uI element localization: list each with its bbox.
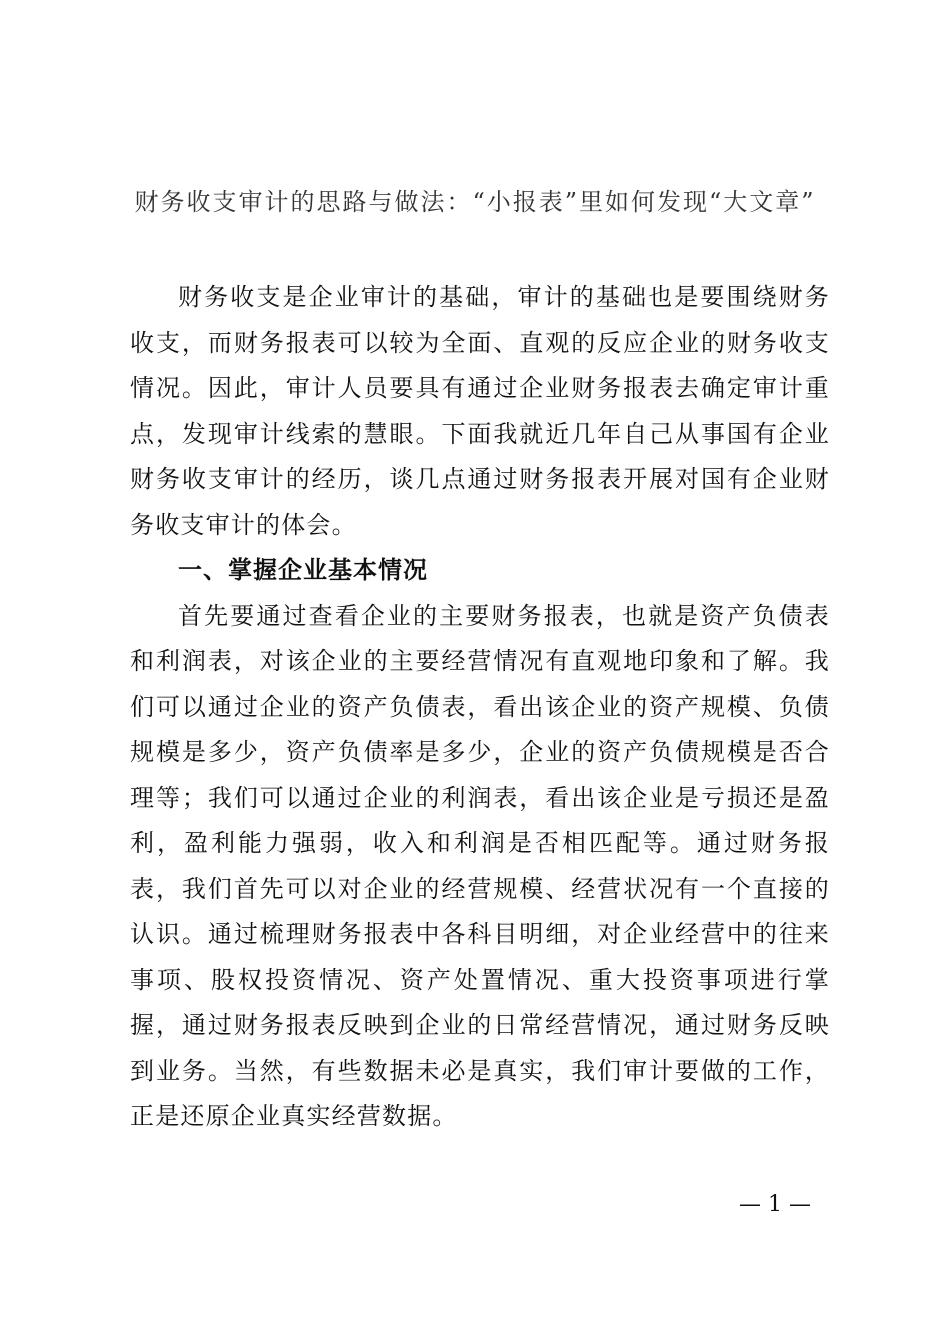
page-number: — 1 — (739, 1192, 811, 1217)
document-title: 财务收支审计的思路与做法：“小报表”里如何发现“大文章” (134, 188, 816, 216)
section-heading: 一、掌握企业基本情况 (178, 556, 428, 584)
section-paragraph: 首先要通过查看企业的主要财务报表，也就是资产负债表和利润表，对该企业的主要经营情况有直观地印象和了解。我们可以通过企业的资产负债表，看出该企业的资产规模、负债规模是多少，资产负债率是多少，企业的资产负债规模是否合理等；我们可以通过企业的利润表，看出该企业是亏损还是盈利，盈利能力强弱，收入和利润是否相匹配等。通过财务报表，我们首先可以对企业的经营规模、经营状况有一个直接的认识。通过梳理财务报表中各科目明细，对企业经营中的往来事项、股权投资情况、资产处置情况、重大投资事项进行掌握，通过财务报表反映到企业的日常经营情况，通过财务反映到业务。当然，有些数据未必是真实，我们审计要做的工作，正是还原企业真实经营数据。 (130, 601, 830, 1130)
intro-paragraph: 财务收支是企业审计的基础，审计的基础也是要围绕财务收支，而财务报表可以较为全面、直观的反应企业的财务收支情况。因此，审计人员要具有通过企业财务报表去确定审计重点，发现审计线索的慧眼。下面我就近几年自己从事国有企业财务收支审计的经历，谈几点通过财务报表开展对国有企业财务收支审计的体会。 (130, 283, 830, 539)
document-body (130, 275, 830, 1140)
